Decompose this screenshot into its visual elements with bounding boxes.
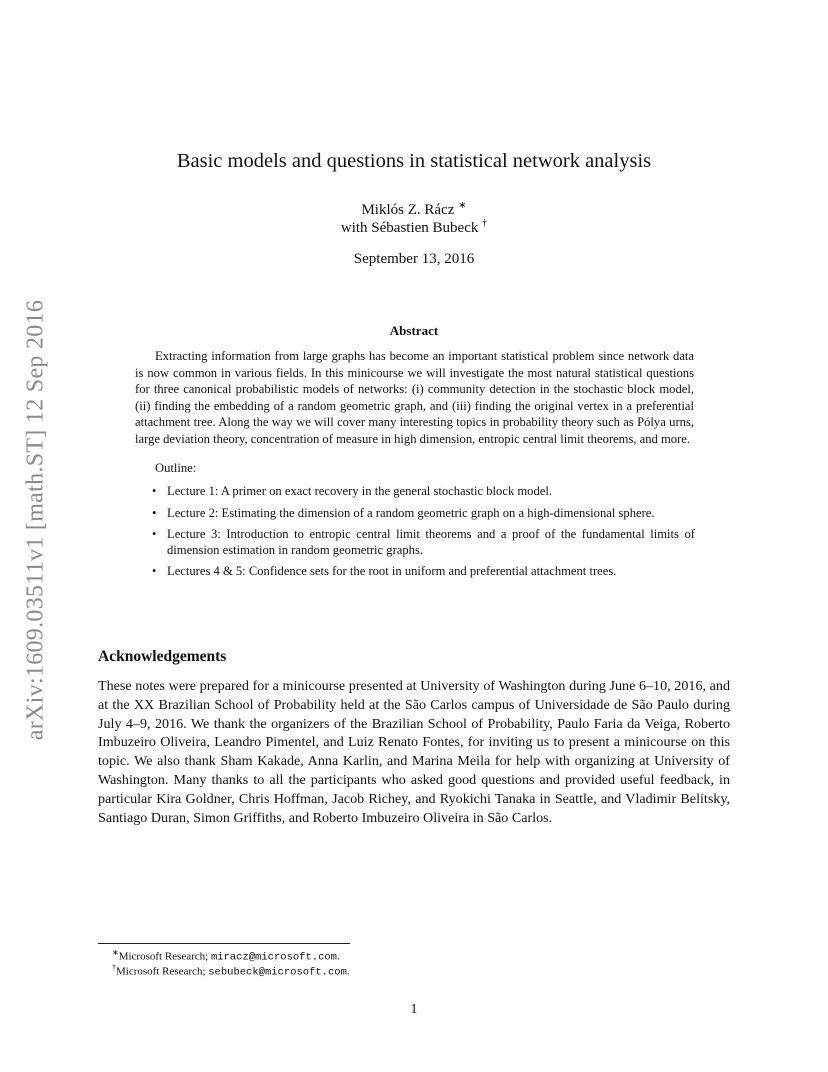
bullet-icon: • [152,527,157,541]
list-item [150,506,695,522]
abstract-body [135,348,694,447]
coauthor-footnote-mark[interactable]: † [482,218,488,229]
abstract-text: Extracting information from large graphs has become an important statistical problem since network data is now common in various fields. In this minicourse we will investigate the most natural statistical questions for three canonical probabilistic models of networks: (i) community detection in the stochastic block model, (ii) finding the embedding of a random geometric graph, and (iii) finding the original vertex in a preferential attachment tree. Along the way we will cover many interesting topics in probability theory such as Pólya urns, large deviation theory, concentration of measure in high dimension, entropic central limit theorems, and more. [135,349,694,446]
outline-label: Outline: [155,461,197,475]
lecture-text: Lecture 2: Estimating the dimension of a random geometric graph on a high-dimensional sphere. [167,505,655,520]
bullet-icon: • [152,505,157,520]
footnote-2 [112,963,350,979]
paper-title: Basic models and questions in statistical network analysis [176,150,652,172]
author-primary [0,200,828,219]
lecture-list [150,484,695,586]
footnote-email-link[interactable]: sebubeck@microsoft.com [208,966,347,979]
arxiv-identifier[interactable]: arXiv:1609.03511v1 [math.ST] 12 Sep 2016 [22,299,49,741]
bullet-icon: • [152,564,157,578]
lecture-text: Lecture 1: A primer on exact recovery in the general stochastic block model. [167,484,553,498]
footnote-1 [112,948,340,964]
lecture-text: Lectures 4 & 5: Confidence sets for the root in uniform and preferential attachment trees. [167,564,617,578]
list-item [150,527,695,558]
acknowledgements-heading: Acknowledgements [98,648,227,665]
abstract-heading: Abstract [389,323,439,338]
footnote-affiliation: Microsoft Research; [118,950,211,963]
footnote-period: . [346,965,350,978]
lecture-text: Lecture 3: Introduction to entropic central limit theorems and a proof of the fundamental limits of dimension estimation in random geometric graphs. [167,527,695,557]
list-item [150,484,695,500]
bullet-icon: • [152,484,157,498]
footnote-affiliation: Microsoft Research; [116,965,209,978]
footnote-mark: † [112,963,116,972]
author-secondary [0,218,828,237]
acknowledgements-text: These notes were prepared for a minicourse presented at University of Washington during June 6–10, 2016, and at the XX Brazilian School of Probability held at the São Carlos campus of Universidade de São Paulo during July 4–9, 2016. We thank the organizers of the Brazilian School of Probability, Paulo Faria da Veiga, Roberto Imbuzeiro Oliveira, Leandro Pimentel, and Luiz Renato Fontes, for inviting us to present a minicourse on this topic. We also thank Sham Kakade, Anna Karlin, and Marina Meila for help with organizing at University of Washington. Many thanks to all the participants who asked good questions and provided useful feedback, in particular Kira Goldner, Chris Hoffman, Jacob Richey, and Ryokichi Tanaka in Seattle, and Vladimir Belitsky, Santiago Duran, Simon Griffiths, and Roberto Imbuzeiro Oliveira in São Carlos. [98,678,730,826]
page-number: 1 [410,1002,418,1017]
footnote-email-link[interactable]: miracz@microsoft.com [210,951,337,964]
list-item [150,564,695,580]
footnote-period: . [336,950,340,963]
author-footnote-mark[interactable]: ∗ [458,200,467,211]
footnote-mark: ∗ [112,948,119,957]
author-name: Miklós Z. Rácz [361,202,455,218]
coauthor-name: with Sébastien Bubeck [340,220,479,236]
paper-date: September 13, 2016 [353,251,475,267]
footnote-divider [98,943,350,944]
